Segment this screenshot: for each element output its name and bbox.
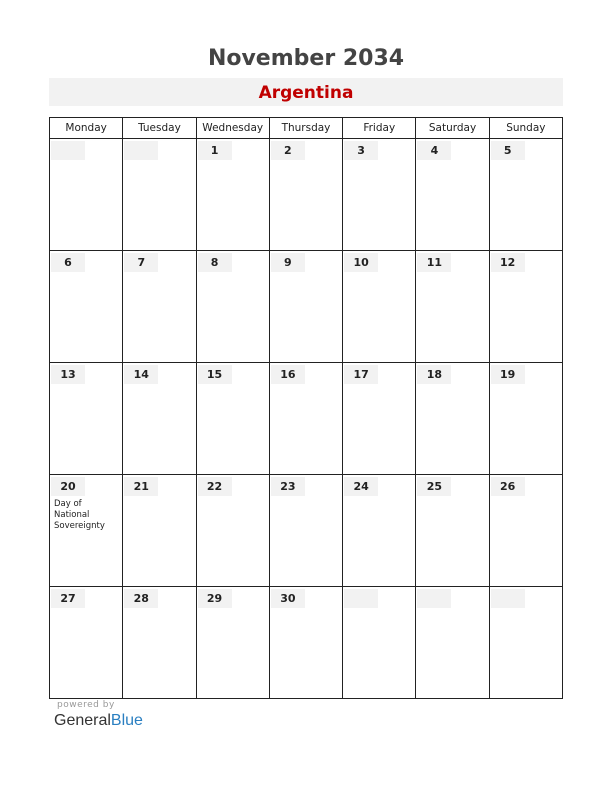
day-number: 29 [198,589,232,608]
week-row [50,363,563,475]
day-number: 2 [271,141,305,160]
day-cell [489,139,562,251]
week-row [50,475,563,587]
day-number: 8 [198,253,232,272]
day-number [417,589,451,608]
weekday-header: Monday [50,118,123,139]
day-number: 18 [417,365,451,384]
day-number: 4 [417,141,451,160]
weekday-header: Saturday [416,118,489,139]
day-number: 13 [51,365,85,384]
day-cell [489,475,562,587]
day-cell [416,475,489,587]
day-cell [196,251,269,363]
day-number: 24 [344,477,378,496]
day-cell [416,139,489,251]
day-cell [123,363,196,475]
day-cell [269,475,342,587]
day-cell [123,139,196,251]
day-cell [343,251,416,363]
day-cell [343,475,416,587]
day-number: 26 [491,477,525,496]
country-bar [49,78,563,106]
brand-text-blue: Blue [110,712,143,729]
day-number: 17 [344,365,378,384]
day-cell [50,251,123,363]
day-cell [196,363,269,475]
day-number: 10 [344,253,378,272]
week-row [50,587,563,699]
day-number: 12 [491,253,525,272]
day-cell [50,587,123,699]
day-cell [50,475,123,587]
day-number: 19 [491,365,525,384]
day-number: 1 [198,141,232,160]
day-cell [123,587,196,699]
week-row [50,251,563,363]
day-cell [269,587,342,699]
day-cell [269,139,342,251]
day-number: 23 [271,477,305,496]
day-number: 20 [51,477,85,496]
day-cell [123,251,196,363]
day-number: 7 [124,253,158,272]
day-number: 3 [344,141,378,160]
day-cell [416,251,489,363]
day-cell [343,587,416,699]
calendar-grid [49,117,563,699]
brand-logo[interactable] [54,712,143,730]
day-number [51,141,85,160]
day-number [124,141,158,160]
day-number: 6 [51,253,85,272]
week-row [50,139,563,251]
day-number: 25 [417,477,451,496]
day-number: 5 [491,141,525,160]
day-cell [196,587,269,699]
day-number: 21 [124,477,158,496]
day-cell [269,251,342,363]
day-number: 11 [417,253,451,272]
weekday-header-row [50,118,563,139]
weekday-header: Friday [343,118,416,139]
day-cell [196,139,269,251]
day-number [344,589,378,608]
day-cell [489,251,562,363]
powered-by-label: powered by [57,700,115,710]
day-cell [343,139,416,251]
day-cell [416,363,489,475]
day-number: 22 [198,477,232,496]
day-cell [50,139,123,251]
day-cell [123,475,196,587]
day-cell [196,475,269,587]
weekday-header: Tuesday [123,118,196,139]
country-name: Argentina [258,83,354,103]
day-number: 30 [271,589,305,608]
brand-text-general: General [54,712,111,729]
page-title: November 2034 [207,46,405,71]
day-number: 14 [124,365,158,384]
day-number: 27 [51,589,85,608]
day-number: 9 [271,253,305,272]
day-number [491,589,525,608]
day-cell [269,363,342,475]
day-cell [416,587,489,699]
weekday-header: Sunday [489,118,562,139]
day-cell [489,363,562,475]
weekday-header: Thursday [269,118,342,139]
weekday-header: Wednesday [196,118,269,139]
holiday-label: Day of National Sovereignty [54,499,105,531]
day-cell [489,587,562,699]
day-cell [50,363,123,475]
day-number: 16 [271,365,305,384]
day-cell [343,363,416,475]
day-number: 28 [124,589,158,608]
day-number: 15 [198,365,232,384]
